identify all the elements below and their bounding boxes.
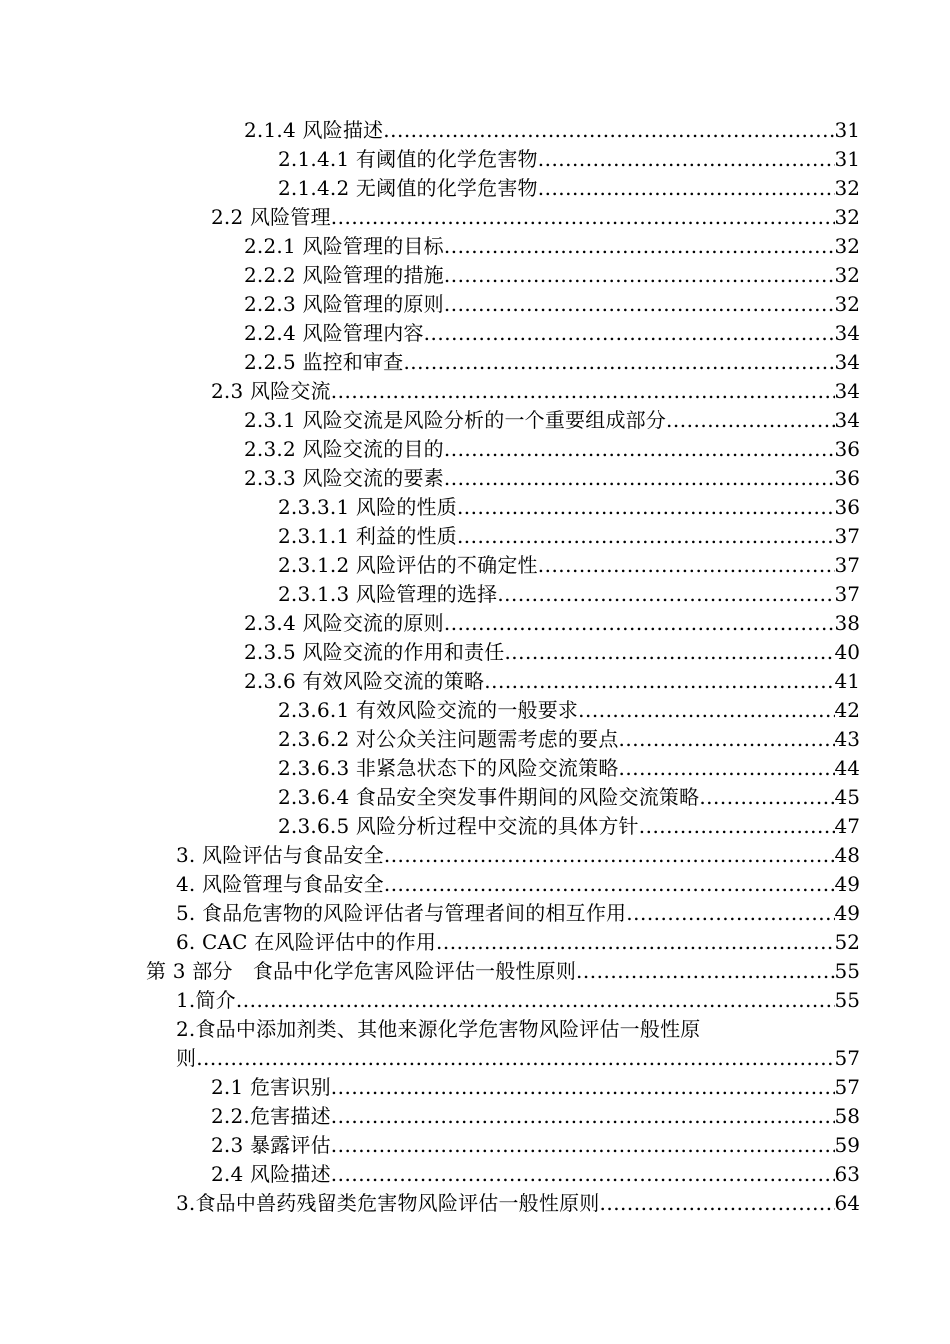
toc-page-number: 52 [834, 930, 860, 954]
toc-page-number: 37 [834, 582, 860, 606]
toc-entry[interactable] [0, 493, 950, 522]
toc-entry[interactable] [0, 754, 950, 783]
toc-entry[interactable] [0, 1044, 950, 1073]
toc-entry[interactable] [0, 464, 950, 493]
toc-entry[interactable] [0, 551, 950, 580]
toc-dot-leader [383, 116, 834, 145]
toc-entry-title: 2.3 风险交流 [211, 379, 331, 403]
toc-entry[interactable] [0, 1102, 950, 1131]
toc-entry[interactable] [0, 899, 950, 928]
toc-page-number: 47 [834, 814, 860, 838]
toc-page-number: 49 [834, 872, 860, 896]
toc-entry-title: 3.食品中兽药残留类危害物风险评估一般性原则 [176, 1191, 600, 1215]
toc-entry-title: 2.3.6.3 非紧急状态下的风险交流策略 [278, 756, 619, 780]
toc-page-number: 58 [834, 1104, 860, 1128]
toc-entry-title: 2.3.5 风险交流的作用和责任 [244, 640, 505, 664]
toc-entry-title: 2.3.6.2 对公众关注问题需考虑的要点 [278, 727, 619, 751]
toc-page-number: 63 [834, 1162, 860, 1186]
toc-entry-title: 2.1 危害识别 [211, 1075, 331, 1099]
toc-entry[interactable] [0, 406, 950, 435]
toc-dot-leader [484, 667, 834, 696]
toc-entry-title: 2.3.1.2 风险评估的不确定性 [278, 553, 538, 577]
toc-dot-leader [236, 986, 835, 1015]
toc-entry[interactable] [0, 377, 950, 406]
toc-entry-title: 2.3 暴露评估 [211, 1133, 331, 1157]
toc-entry-title: 2.3.6.1 有效风险交流的一般要求 [278, 698, 579, 722]
toc-entry-title: 4. 风险管理与食品安全 [176, 872, 384, 896]
toc-page-number: 36 [834, 437, 860, 461]
toc-page-number: 55 [834, 959, 860, 983]
toc-page-number: 32 [834, 292, 860, 316]
toc-dot-leader [599, 1189, 834, 1218]
toc-entry[interactable] [0, 957, 950, 986]
toc-page-number: 55 [834, 988, 860, 1012]
toc-page-number: 36 [834, 466, 860, 490]
toc-entry-title: 2.2.5 监控和审查 [244, 350, 404, 374]
toc-entry[interactable] [0, 696, 950, 725]
toc-entry[interactable] [0, 1073, 950, 1102]
toc-page-number: 32 [834, 176, 860, 200]
toc-entry-title: 2.1.4 风险描述 [244, 118, 384, 142]
toc-entry-title: 3. 风险评估与食品安全 [176, 843, 384, 867]
toc-dot-leader [444, 464, 835, 493]
toc-page-number: 59 [834, 1133, 860, 1157]
toc-entry[interactable] [0, 986, 950, 1015]
toc-entry[interactable] [0, 116, 950, 145]
toc-entry-title: 2.2.2 风险管理的措施 [244, 263, 444, 287]
toc-entry[interactable] [0, 1131, 950, 1160]
toc-entry-title: 2.3.6 有效风险交流的策略 [244, 669, 485, 693]
toc-dot-leader [699, 783, 834, 812]
toc-dot-leader [576, 957, 835, 986]
toc-dot-leader [666, 406, 835, 435]
toc-dot-leader [331, 1131, 835, 1160]
toc-dot-leader [626, 899, 834, 928]
toc-entry-title: 2.1.4.1 有阈值的化学危害物 [278, 147, 538, 171]
toc-entry-title: 2.3.6.4 食品安全突发事件期间的风险交流策略 [278, 785, 700, 809]
toc-entry[interactable] [0, 812, 950, 841]
toc-entry[interactable] [0, 232, 950, 261]
toc-dot-leader [538, 145, 835, 174]
toc-page-number: 31 [834, 147, 860, 171]
toc-entry-title: 2.3.1.1 利益的性质 [278, 524, 457, 548]
toc-entry[interactable] [0, 841, 950, 870]
toc-dot-leader [331, 1160, 835, 1189]
toc-dot-leader [196, 1044, 834, 1073]
toc-dot-leader [384, 841, 835, 870]
toc-entry[interactable] [0, 1189, 950, 1218]
toc-page-number: 37 [834, 524, 860, 548]
toc-entry-title: 2.3.4 风险交流的原则 [244, 611, 444, 635]
toc-page-number: 32 [834, 234, 860, 258]
toc-entry-title: 2.3.6.5 风险分析过程中交流的具体方针 [278, 814, 639, 838]
toc-entry[interactable] [0, 348, 950, 377]
toc-dot-leader [504, 638, 834, 667]
toc-entry-title: 2.4 风险描述 [211, 1162, 331, 1186]
toc-dot-leader [578, 696, 834, 725]
toc-page-number: 41 [834, 669, 860, 693]
toc-dot-leader [639, 812, 835, 841]
toc-entry[interactable] [0, 609, 950, 638]
toc-dot-leader [457, 522, 835, 551]
toc-entry[interactable] [0, 1160, 950, 1189]
toc-entry[interactable] [0, 928, 950, 957]
toc-dot-leader [424, 319, 835, 348]
toc-dot-leader [444, 232, 835, 261]
toc-page-number: 42 [834, 698, 860, 722]
toc-dot-leader [331, 377, 835, 406]
toc-dot-leader [444, 435, 835, 464]
toc-entry[interactable] [0, 783, 950, 812]
toc-entry-title: 2.3.2 风险交流的目的 [244, 437, 444, 461]
toc-page-number: 40 [834, 640, 860, 664]
toc-entry-title: 第 3 部分 食品中化学危害风险评估一般性原则 [146, 959, 577, 983]
toc-page-number: 64 [834, 1191, 860, 1215]
toc-dot-leader [619, 725, 835, 754]
toc-entry[interactable] [0, 870, 950, 899]
toc-entry-title: 2.3.3 风险交流的要素 [244, 466, 444, 490]
toc-entry-title: 2.2 风险管理 [211, 205, 331, 229]
toc-page-number: 34 [834, 379, 860, 403]
toc-page-number: 45 [834, 785, 860, 809]
toc-page-number: 34 [834, 321, 860, 345]
toc-entry-title: 2.3.1.3 风险管理的选择 [278, 582, 498, 606]
toc-page-number: 34 [834, 350, 860, 374]
toc-page-number: 38 [834, 611, 860, 635]
toc-dot-leader [538, 551, 835, 580]
toc-entry[interactable] [0, 319, 950, 348]
toc-entry[interactable] [0, 667, 950, 696]
toc-entry-title: 2.2.3 风险管理的原则 [244, 292, 444, 316]
toc-dot-leader [403, 348, 834, 377]
toc-dot-leader [619, 754, 835, 783]
toc-page-number: 44 [834, 756, 860, 780]
toc-entry-title: 5. 食品危害物的风险评估者与管理者间的相互作用 [176, 901, 627, 925]
toc-page-number: 36 [834, 495, 860, 519]
toc-entry[interactable] [0, 1015, 950, 1044]
toc-dot-leader [331, 1073, 835, 1102]
toc-entry[interactable] [0, 725, 950, 754]
toc-page-number: 57 [834, 1075, 860, 1099]
toc-page-number: 37 [834, 553, 860, 577]
toc-entry[interactable] [0, 290, 950, 319]
toc-dot-leader [444, 609, 835, 638]
toc-page-number: 32 [834, 205, 860, 229]
toc-entry-title: 2.2.4 风险管理内容 [244, 321, 424, 345]
toc-entry[interactable] [0, 580, 950, 609]
toc-entry-title: 2.2.1 风险管理的目标 [244, 234, 444, 258]
toc-page-number: 48 [834, 843, 860, 867]
toc-entry-title: 6. CAC 在风险评估中的作用 [176, 930, 437, 954]
toc-page-number: 31 [834, 118, 860, 142]
toc-page-number: 49 [834, 901, 860, 925]
toc-entry[interactable] [0, 638, 950, 667]
toc-entry[interactable] [0, 145, 950, 174]
toc-page-number: 43 [834, 727, 860, 751]
toc-entry[interactable] [0, 203, 950, 232]
toc-dot-leader [444, 290, 835, 319]
toc-entry[interactable] [0, 522, 950, 551]
toc-entry-title: 2.3.3.1 风险的性质 [278, 495, 457, 519]
toc-entry-title: 2.3.1 风险交流是风险分析的一个重要组成部分 [244, 408, 667, 432]
toc-entry-title: 2.2.危害描述 [211, 1104, 331, 1128]
table-of-contents [0, 116, 950, 1218]
toc-entry[interactable] [0, 261, 950, 290]
toc-entry[interactable] [0, 174, 950, 203]
toc-page-number: 34 [834, 408, 860, 432]
toc-dot-leader [384, 870, 835, 899]
toc-dot-leader [436, 928, 835, 957]
toc-page-number: 57 [834, 1046, 860, 1070]
toc-dot-leader [497, 580, 834, 609]
toc-entry-title: 则 [176, 1046, 197, 1070]
toc-entry-title: 2.食品中添加剂类、其他来源化学危害物风险评估一般性原 [176, 1017, 701, 1041]
toc-entry-title: 1.简介 [176, 988, 236, 1012]
toc-page-number: 32 [834, 263, 860, 287]
toc-dot-leader [457, 493, 835, 522]
toc-dot-leader [331, 203, 835, 232]
toc-dot-leader [444, 261, 835, 290]
toc-entry[interactable] [0, 435, 950, 464]
toc-dot-leader [538, 174, 835, 203]
toc-dot-leader [331, 1102, 835, 1131]
toc-entry-title: 2.1.4.2 无阈值的化学危害物 [278, 176, 538, 200]
